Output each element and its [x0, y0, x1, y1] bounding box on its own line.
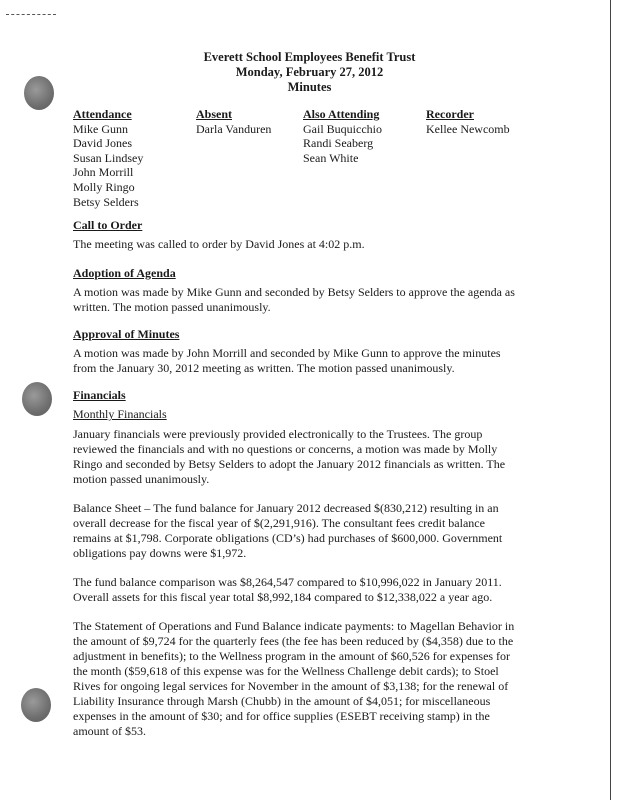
adoption-of-agenda-heading: Adoption of Agenda — [73, 266, 176, 280]
call-to-order-section — [73, 218, 553, 252]
page-edge-line — [610, 0, 611, 800]
attendance-column — [73, 107, 143, 209]
approval-of-minutes-heading: Approval of Minutes — [73, 327, 180, 341]
approval-of-minutes-section — [73, 327, 553, 376]
also-attending-name: Gail Buquicchio — [303, 121, 382, 136]
recorder-heading: Recorder — [426, 107, 474, 121]
attendance-heading: Attendance — [73, 107, 132, 121]
statement-of-operations-paragraph: The Statement of Operations and Fund Balance indicate payments: to Magellan Behavior in the amount of $9,724 for the quarterly fees (the fee has been reduced by ($4,358) due to the adjustment in benefits); to the Wellness program in the amount of $60,526 for expenses for the month ($59,618 of this expense was for the Wellness Challenge debit cards); to Stoel Rives for ongoing legal services for November in the amount of $3,138; for the renewal of Liability Insurance through Marsh (Chubb) in the amount of $4,051; for miscellaneous expenses in the amount of $30; and for office supplies (ESEBT receiving stamp) in the amount of $53. — [73, 619, 515, 738]
meeting-date: Monday, February 27, 2012 — [235, 65, 384, 79]
also-attending-name: Randi Seaberg — [303, 136, 374, 151]
attendee-name: John Morrill — [73, 165, 134, 180]
absent-heading: Absent — [196, 107, 233, 121]
attendee-name: Betsy Selders — [73, 194, 139, 209]
document-header — [0, 50, 619, 95]
also-attending-heading: Also Attending — [303, 107, 380, 121]
corner-scan-mark — [6, 14, 56, 17]
absent-name: Darla Vanduren — [196, 121, 272, 136]
attendee-name: David Jones — [73, 136, 132, 151]
balance-sheet-paragraph: Balance Sheet – The fund balance for January 2012 decreased $(830,212) resulting in an overall decrease for the fiscal year of $(2,291,916). The consultant fees credit balance remains at $1,798. Corporate obligations (CD’s) had purchases of $600,000. Government obligations pay downs were $1,972. — [73, 501, 503, 560]
org-title: Everett School Employees Benefit Trust — [203, 50, 416, 64]
also-attending-column — [303, 107, 382, 165]
financials-paragraph-1: January financials were previously provided electronically to the Trustees. The group reviewed the financials and with no questions or concerns, a motion was made by Molly Ringo and seconded by Betsy Selders to adopt the January 2012 financials as written. The motion passed unanimously. — [73, 427, 506, 486]
binder-hole-middle — [22, 382, 52, 416]
recorder-column — [426, 107, 510, 136]
also-attending-name: Sean White — [303, 150, 359, 165]
financials-section — [73, 388, 553, 739]
approval-of-minutes-text: A motion was made by John Morrill and seconded by Mike Gunn to approve the minutes from the January 30, 2012 meeting as written. The motion passed unanimously. — [73, 346, 501, 375]
call-to-order-text: The meeting was called to order by David Jones at 4:02 p.m. — [73, 237, 365, 251]
attendee-name: Mike Gunn — [73, 121, 128, 136]
financials-heading: Financials — [73, 388, 126, 402]
fund-balance-comparison-paragraph: The fund balance comparison was $8,264,547 compared to $10,996,022 in January 2011. Overall assets for this fiscal year total $8,992,184 compared to $12,338,022 a year ago. — [73, 575, 502, 604]
attendee-name: Susan Lindsey — [73, 150, 144, 165]
adoption-of-agenda-section — [73, 266, 553, 315]
adoption-of-agenda-text: A motion was made by Mike Gunn and seconded by Betsy Selders to approve the agenda as written. The motion passed unanimously. — [73, 285, 515, 314]
binder-hole-bottom — [21, 688, 51, 722]
doc-type: Minutes — [287, 80, 332, 94]
monthly-financials-subheading: Monthly Financials — [73, 407, 167, 421]
absent-column — [196, 107, 271, 136]
recorder-name: Kellee Newcomb — [426, 121, 510, 136]
attendee-name: Molly Ringo — [73, 179, 135, 194]
call-to-order-heading: Call to Order — [73, 218, 143, 232]
